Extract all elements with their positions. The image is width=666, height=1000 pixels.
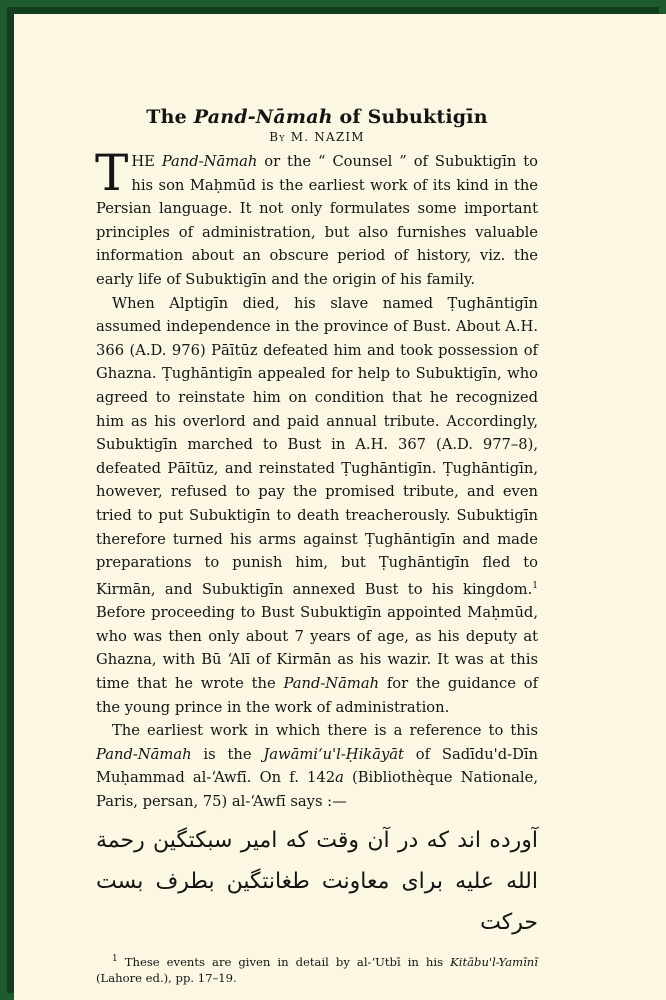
title-italic: Pand-Nāmah (193, 106, 333, 128)
article-byline: By M. NAZIM (269, 130, 365, 144)
para1-text-2: or the “ Counsel ” of Subuktigīn to his son Maḥmūd is the earliest work of its kind in the Persian language. It not only formulates some important principles of administration, but also furnishes valuable information about an obscure period of history, viz. the early life of Subuktigīn and the origin of his family. (96, 153, 538, 288)
para3-italic-2: Jawāmi‘u'l-Ḥikāyāt (263, 745, 404, 763)
footnote-number: 1 (112, 953, 118, 964)
footnote (96, 951, 538, 987)
paragraph-3 (96, 719, 538, 813)
para2-italic: Pand-Nāmah (283, 674, 380, 692)
para3-text-4: (Bibliothèque Nationale, Paris, persan, 75) al-‘Awfī says :— (96, 769, 538, 810)
para2-text-3: for the guidance of the young prince in the work of administration. (96, 674, 538, 716)
para2-text-2: Before proceeding to Bust Subuktigīn appointed Maḥmūd, who was then only about 7 years of age, as his deputy at Ghazna, with Bū ‘Alī of Kirmān as his wazir. It was at this time that he wrote the (96, 604, 538, 692)
footnote-italic: Kitābu'l-Yamīnī (450, 954, 538, 969)
para1-italic: Pand-Nāmah (161, 153, 258, 170)
paragraph-1 (95, 144, 538, 292)
title-suffix: of Subuktigīn (332, 106, 488, 128)
para3-italic-3: a (335, 769, 344, 787)
drop-cap: T (95, 144, 129, 202)
para3-text-3: of Sadīdu'd-Dīn Muḥammad al-‘Awfī. On f. 142 (96, 745, 538, 787)
title-prefix: The (146, 106, 194, 128)
footnote-ref: 1 (532, 580, 538, 591)
para3-text-1: The earliest work in which there is a reference to this (112, 722, 538, 740)
para2-text-1: When Alptigīn died, his slave named Ṭughāntigīn assumed independence in the province of Bust. About A.H. 366 (A.D. 976) Pāītūz defeated him and took possession of Ghazna. Ṭughāntigīn appealed for help to Subuktigīn, who agreed to reinstate him on condition that he recognized him as his overlord and paid annual tribute. Accordingly, Subuktigīn marched to Bust in A.H. 367 (A.D. 977–8), defeated Pāītūz, and reinstated Ṭughāntigīn. Ṭughāntigīn, however, refused to pay the promised tribute, and even tried to put Subuktigīn to death treacherously. Subuktigīn therefore turned his arms against Ṭughāntigīn and made preparations to punish him, but Ṭughāntigīn fled to Kirmān, and Subuktigīn annexed Bust to his kingdom. (96, 294, 538, 598)
para3-italic-1: Pand-Nāmah (96, 745, 192, 763)
article-body (96, 106, 538, 986)
footnote-text-1: These events are given in detail by al-‘Utbī in his (117, 954, 451, 969)
para1-text-1: HE (131, 153, 162, 170)
page-paper (14, 14, 666, 1000)
article-title (96, 106, 538, 128)
footnote-text-2: (Lahore ed.), pp. 17–19. (96, 970, 237, 985)
para3-text-2: is the (191, 745, 264, 763)
persian-quotation: آورده اند که در آن وقت که امیر سبکتگین رحمة الله علیه برای معاونت طغانتگین بطرف بست حرکت (96, 827, 538, 935)
paragraph-2 (96, 292, 538, 720)
